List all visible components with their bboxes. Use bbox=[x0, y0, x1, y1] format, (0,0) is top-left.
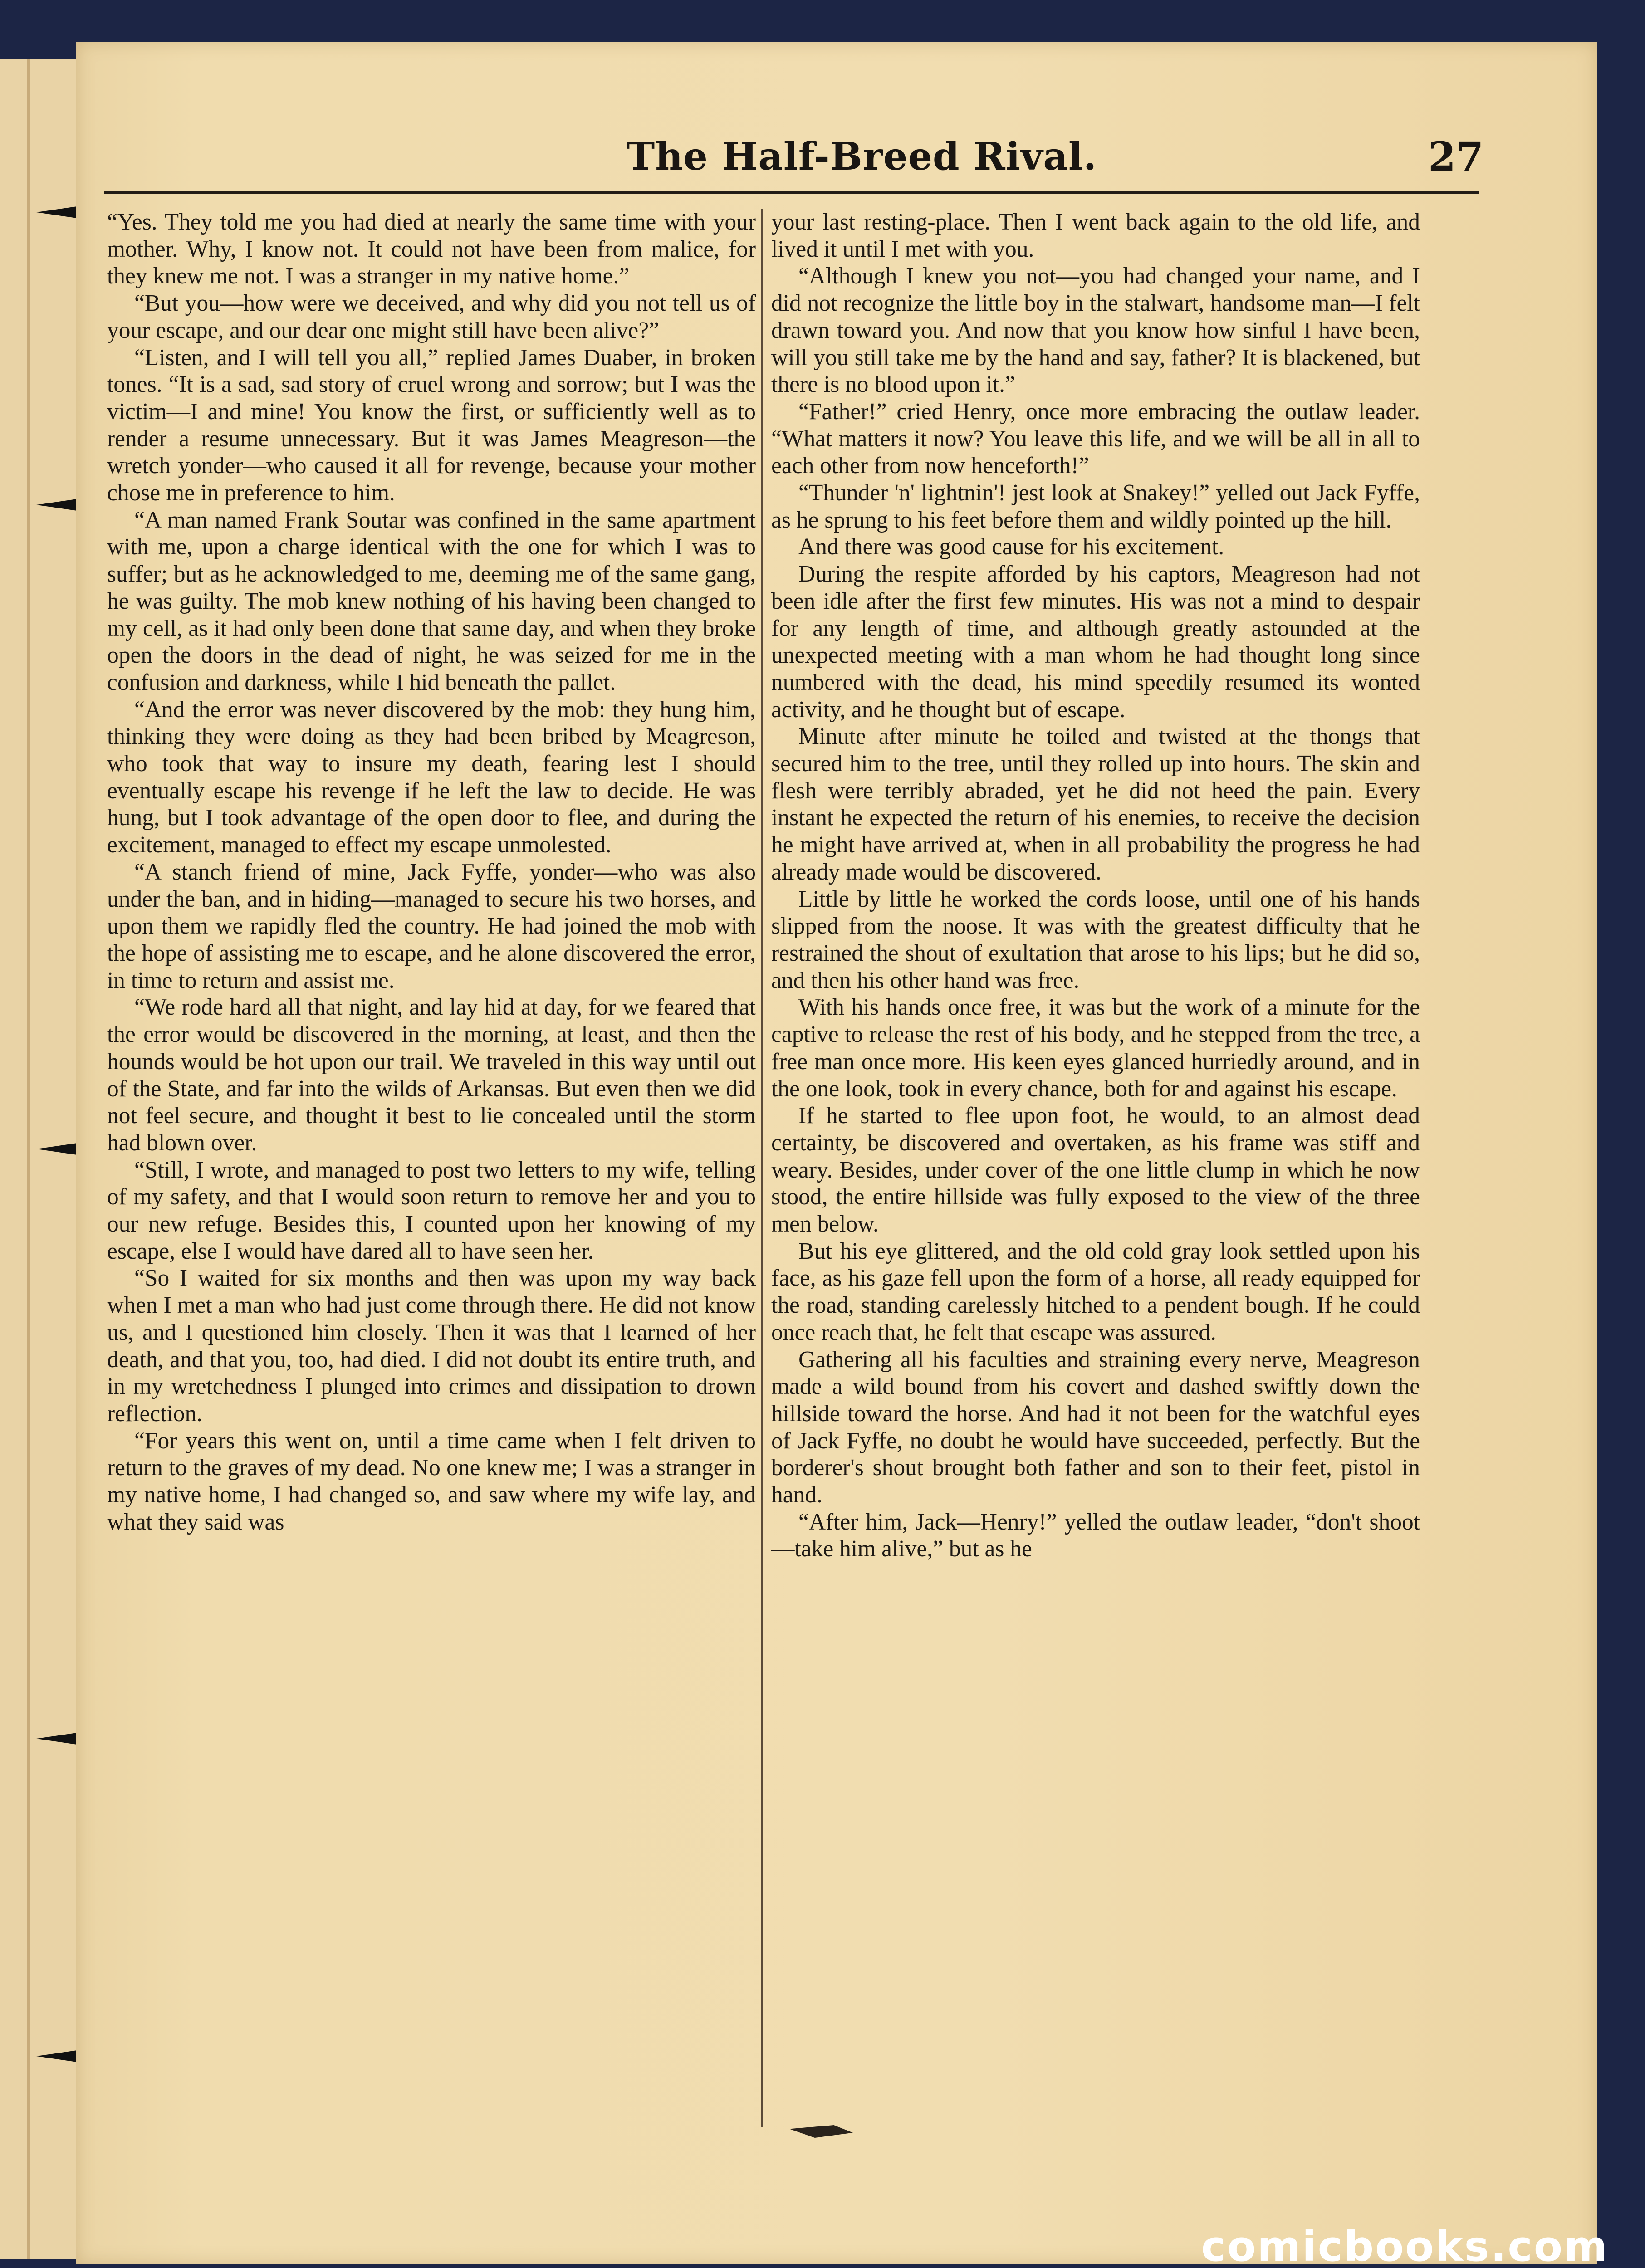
paragraph: “Yes. They told me you had died at nearly the same time with your mother. Why, I know not. It could not have been from malice, for they knew me not. I was a stranger in my native home.” bbox=[107, 209, 756, 289]
paragraph: your last resting-place. Then I went back again to the old life, and lived it until I met with you. bbox=[771, 209, 1420, 262]
paragraph: During the respite afforded by his captors, Meagreson had not been idle after the first few minutes. His was not a mind to despair for any length of time, and although greatly astounded at the unexpected meeting with a man whom he had thought long since numbered with the dead, his mind speedily resumed its wonted activity, and he thought but of escape. bbox=[771, 561, 1420, 723]
paragraph: “Listen, and I will tell you all,” replied James Duaber, in broken tones. “It is a sad, sad story of cruel wrong and sorrow; but I was the victim—I and mine! You know the first, or sufficiently well as to render a resume unnecessary. But it was James Meagreson—the wretch yonder—who caused it all for revenge, because your mother chose me in preference to him. bbox=[107, 344, 756, 506]
watermark: comicbooks.com bbox=[1201, 2222, 1609, 2268]
paragraph: But his eye glittered, and the old cold gray look settled upon his face, as his gaze fell upon the form of a horse, all ready equipped for the road, standing carelessly hitched to a pendent bough. If he could once reach that, he felt that escape was assured. bbox=[771, 1238, 1420, 1345]
paragraph: “Thunder 'n' lightnin'! jest look at Snakey!” yelled out Jack Fyffe, as he sprung to his feet before them and wildly pointed up the hill. bbox=[771, 480, 1420, 533]
paragraph: Minute after minute he toiled and twisted at the thongs that secured him to the tree, until they rolled up into hours. The skin and flesh were terribly abraded, yet he did not heed the pain. Every instant he expected the return of his enemies, to receive the decision he might have arrived at, when in all probability the progress he had already made would be discovered. bbox=[771, 723, 1420, 885]
paragraph: If he started to flee upon foot, he would, to an almost dead certainty, be discovered and overtaken, as his frame was stiff and weary. Besides, under cover of the one little clump in which he now stood, the entire hillside was fully exposed to the view of the three men below. bbox=[771, 1103, 1420, 1237]
paragraph: “A stanch friend of mine, Jack Fyffe, yonder—who was also under the ban, and in hiding—managed to secure his two horses, and upon them we rapidly fled the country. He had joined the mob with the hope of assisting me to escape, and he alone discovered the error, in time to return and assist me. bbox=[107, 859, 756, 993]
column-divider bbox=[761, 209, 763, 2127]
paragraph: “Father!” cried Henry, once more embracing the outlaw leader. “What matters it now? You leave this life, and we will be all in all to each other from now henceforth!” bbox=[771, 398, 1420, 479]
paragraph: “But you—how were we deceived, and why did you not tell us of your escape, and our dear one might still have been alive?” bbox=[107, 290, 756, 343]
paragraph: “We rode hard all that night, and lay hid at day, for we feared that the error would be discovered in the morning, at least, and then the hounds would be hot upon our trail. We traveled in this way until out of the State, and far into the wilds of Arkansas. But even then we did not feel secure, and thought it best to lie concealed until the storm had blown over. bbox=[107, 994, 756, 1156]
paragraph: Gathering all his faculties and straining every nerve, Meagreson made a wild bound from his covert and dashed swiftly down the hillside toward the horse. And had it not been for the watchful eyes of Jack Fyffe, no doubt he would have succeeded, perfectly. But the borderer's shout brought both father and son to their feet, pistol in hand. bbox=[771, 1346, 1420, 1508]
paragraph: “For years this went on, until a time came when I felt driven to return to the graves of my dead. No one knew me; I was a stranger in my native home, I had changed so, and saw where my wife lay, and what they said was bbox=[107, 1427, 756, 1535]
paragraph: “A man named Frank Soutar was confined in the same apartment with me, upon a charge identical with the one for which I was to suffer; but as he acknowledged to me, deeming me of the same gang, he was guilty. The mob knew nothing of his having been changed to my cell, as it had only been done that same day, and when they broke open the doors in the dead of night, he was seized for me in the confusion and darkness, while I hid beneath the pallet. bbox=[107, 507, 756, 695]
left-column bbox=[107, 209, 756, 2136]
binding-fold bbox=[27, 59, 30, 2259]
paragraph: “And the error was never discovered by the mob: they hung him, thinking they were doing as they had been bribed by Meagreson, who took that way to insure my death, fearing lest I should eventually escape his revenge if he left the law to decide. He was hung, but I took advantage of the open door to flee, and during the excitement, managed to effect my escape unmolested. bbox=[107, 696, 756, 858]
page-header bbox=[76, 130, 1597, 189]
page-number: 27 bbox=[1428, 133, 1484, 180]
paragraph: “So I waited for six months and then was upon my way back when I met a man who had just come through there. He did not know us, and I questioned him closely. Then it was that I learned of her death, and that you, too, had died. I did not doubt its entire truth, and in my wretchedness I plunged into crimes and dissipation to drown reflection. bbox=[107, 1265, 756, 1427]
paragraph: And there was good cause for his excitement. bbox=[798, 534, 1224, 560]
right-column bbox=[771, 209, 1420, 2136]
paragraph: “Although I knew you not—you had changed your name, and I did not recognize the little boy in the stalwart, handsome man—I felt drawn toward you. And now that you know how sinful I have been, will you still take me by the hand and say, father? It is blackened, but there is no blood upon it.” bbox=[771, 263, 1420, 398]
running-title: The Half-Breed Rival. bbox=[626, 134, 1097, 179]
paragraph: “After him, Jack—Henry!” yelled the outlaw leader, “don't shoot—take him alive,” but as he bbox=[771, 1509, 1420, 1562]
facing-page-edge bbox=[0, 59, 78, 2259]
paragraph: With his hands once free, it was but the work of a minute for the captive to release the rest of his body, and he stepped from the tree, a free man once more. His keen eyes glanced hurriedly around, and in the one look, took in every chance, both for and against his escape. bbox=[771, 994, 1420, 1102]
paragraph: “Still, I wrote, and managed to post two letters to my wife, telling of my safety, and that I would soon return to remove her and you to our new refuge. Besides this, I counted upon her knowing of my escape, else I would have dared all to have seen her. bbox=[107, 1157, 756, 1264]
paragraph: Little by little he worked the cords loose, until one of his hands slipped from the noose. It was with the greatest difficulty that he restrained the shout of exultation that arose to his lips; but he did so, and then his other hand was free. bbox=[771, 886, 1420, 993]
header-rule bbox=[104, 191, 1479, 194]
